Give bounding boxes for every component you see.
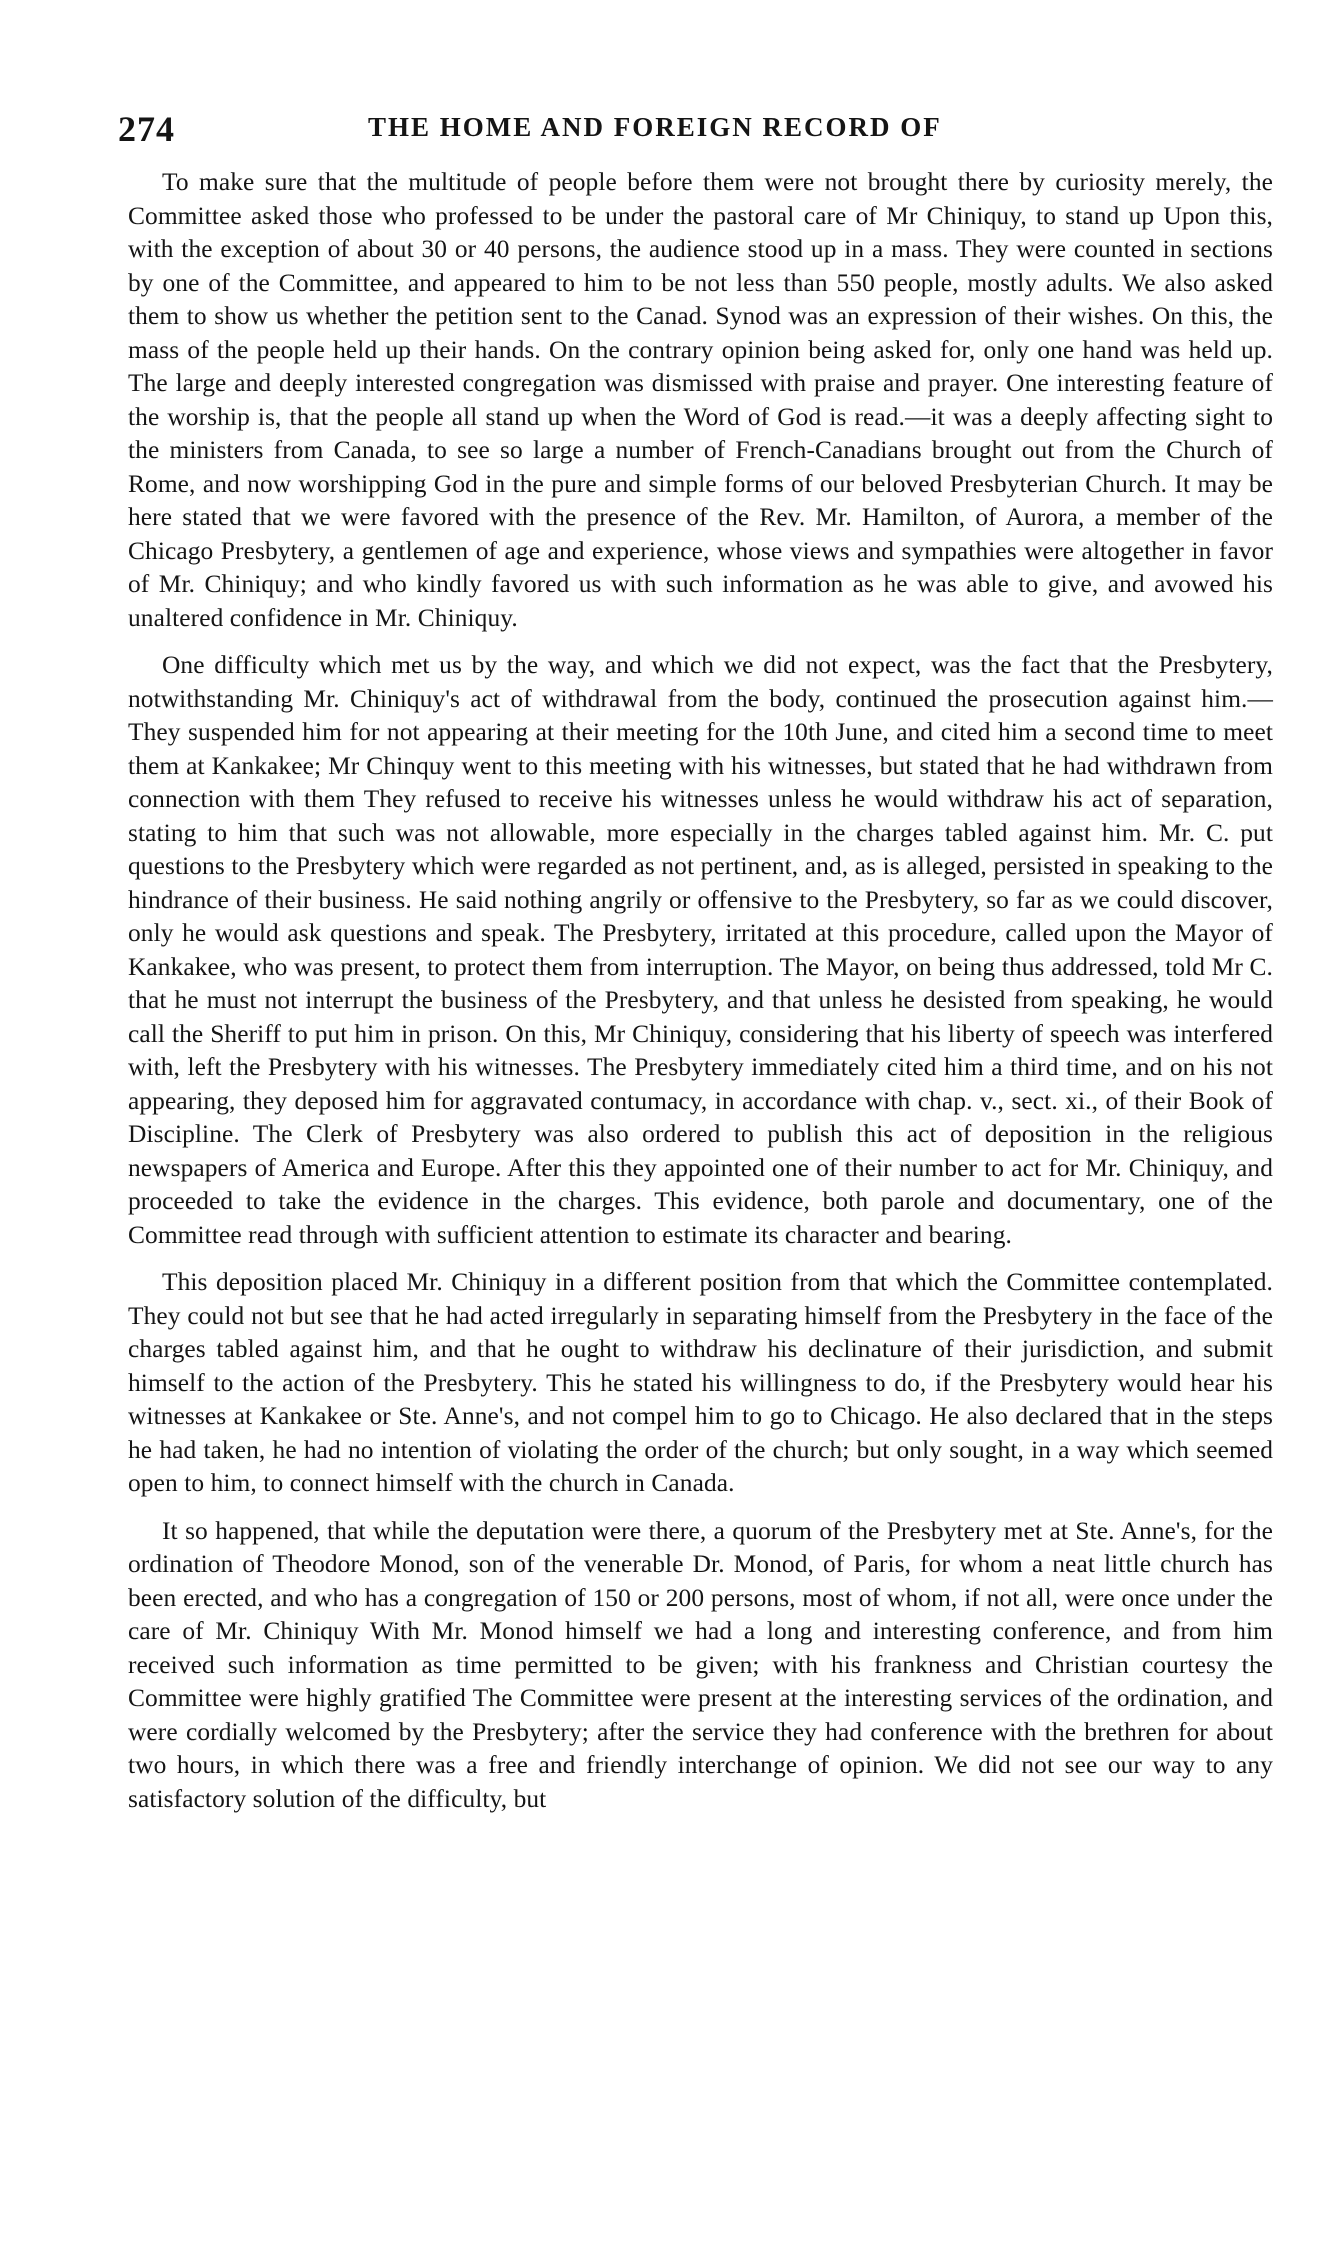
running-title: THE HOME AND FOREIGN RECORD OF [368,112,942,142]
running-head [0,108,1327,148]
article-body [128,166,1273,1830]
paragraph-2: One difficulty which met us by the way, and which we did not expect, was the fact that the Presbytery, notwithstanding Mr. Chiniquy's act of withdrawal from the body, continued the prosecution against him.—They suspended him for not appearing at their meeting for the 10th June, and cited him a second time to meet them at Kankakee; Mr Chinquy went to this meeting with his witnesses, but stated that he had withdrawn from connection with them They refused to receive his witnesses unless he would withdraw his act of separation, stating to him that such was not allowable, more especially in the charges tabled against him. Mr. C. put questions to the Presbytery which were regarded as not pertinent, and, as is alleged, persisted in speaking to the hindrance of their business. He said nothing angrily or offensive to the Presbytery, so far as we could discover, only he would ask questions and speak. The Presbytery, irritated at this procedure, called upon the Mayor of Kankakee, who was present, to protect them from interruption. The Mayor, on being thus addressed, told Mr C. that he must not interrupt the business of the Presbytery, and that unless he desisted from speaking, he would call the Sheriff to put him in prison. On this, Mr Chiniquy, considering that his liberty of speech was interfered with, left the Presbytery with his witnesses. The Presbytery immediately cited him a third time, and on his not appearing, they deposed him for aggravated contumacy, in accordance with chap. v., sect. xi., of their Book of Discipline. The Clerk of Presbytery was also ordered to publish this act of deposition in the religious newspapers of America and Europe. After this they appointed one of their number to act for Mr. Chiniquy, and proceeded to take the evidence in the charges. This evidence, both parole and documentary, one of the Committee read through with sufficient attention to estimate its character and bearing. [128,651,1273,1249]
paragraph-1: To make sure that the multitude of people before them were not brought there by curiosity merely, the Committee asked those who professed to be under the pastoral care of Mr Chiniquy, to stand up Upon this, with the exception of about 30 or 40 persons, the audience stood up in a mass. They were counted in sections by one of the Committee, and appeared to him to be not less than 550 people, mostly adults. We also asked them to show us whether the petition sent to the Canad. Synod was an expression of their wishes. On this, the mass of the people held up their hands. On the contrary opinion being asked for, only one hand was held up. The large and deeply interested congregation was dismissed with praise and prayer. One interesting feature of the worship is, that the people all stand up when the Word of God is read.—it was a deeply affecting sight to the ministers from Canada, to see so large a number of French-Canadians brought out from the Church of Rome, and now worshipping God in the pure and simple forms of our beloved Presbyterian Church. It may be here stated that we were favored with the presence of the Rev. Mr. Hamilton, of Aurora, a member of the Chicago Presbytery, a gentlemen of age and experience, whose views and sympathies were altogether in favor of Mr. Chiniquy; and who kindly favored us with such information as he was able to give, and avowed his unaltered confidence in Mr. Chiniquy. [128,168,1273,632]
paragraph-4: It so happened, that while the deputation were there, a quorum of the Presbytery met at Ste. Anne's, for the ordination of Theodore Monod, son of the venerable Dr. Monod, of Paris, for whom a neat little church has been erected, and who has a congregation of 150 or 200 persons, most of whom, if not all, were once under the care of Mr. Chiniquy With Mr. Monod himself we had a long and interesting conference, and from him received such information as time permitted to be given; with his frankness and Christian courtesy the Committee were highly gratified The Committee were present at the interesting services of the ordination, and were cordially welcomed by the Presbytery; after the service they had conference with the brethren for about two hours, in which there was a free and friendly interchange of opinion. We did not see our way to any satisfactory solution of the difficulty, but [128,1516,1273,1813]
paragraph-3: This deposition placed Mr. Chiniquy in a different position from that which the Committee contemplated. They could not but see that he had acted irregularly in separating himself from the Presbytery in the face of the charges tabled against him, and that he ought to withdraw his declinature of their jurisdiction, and submit himself to the action of the Presbytery. This he stated his willingness to do, if the Presbytery would hear his witnesses at Kankakee or Ste. Anne's, and not compel him to go to Chicago. He also declared that in the steps he had taken, he had no intention of violating the order of the church; but only sought, in a way which seemed open to him, to connect himself with the church in Canada. [128,1268,1273,1497]
page-number: 274 [118,109,175,149]
